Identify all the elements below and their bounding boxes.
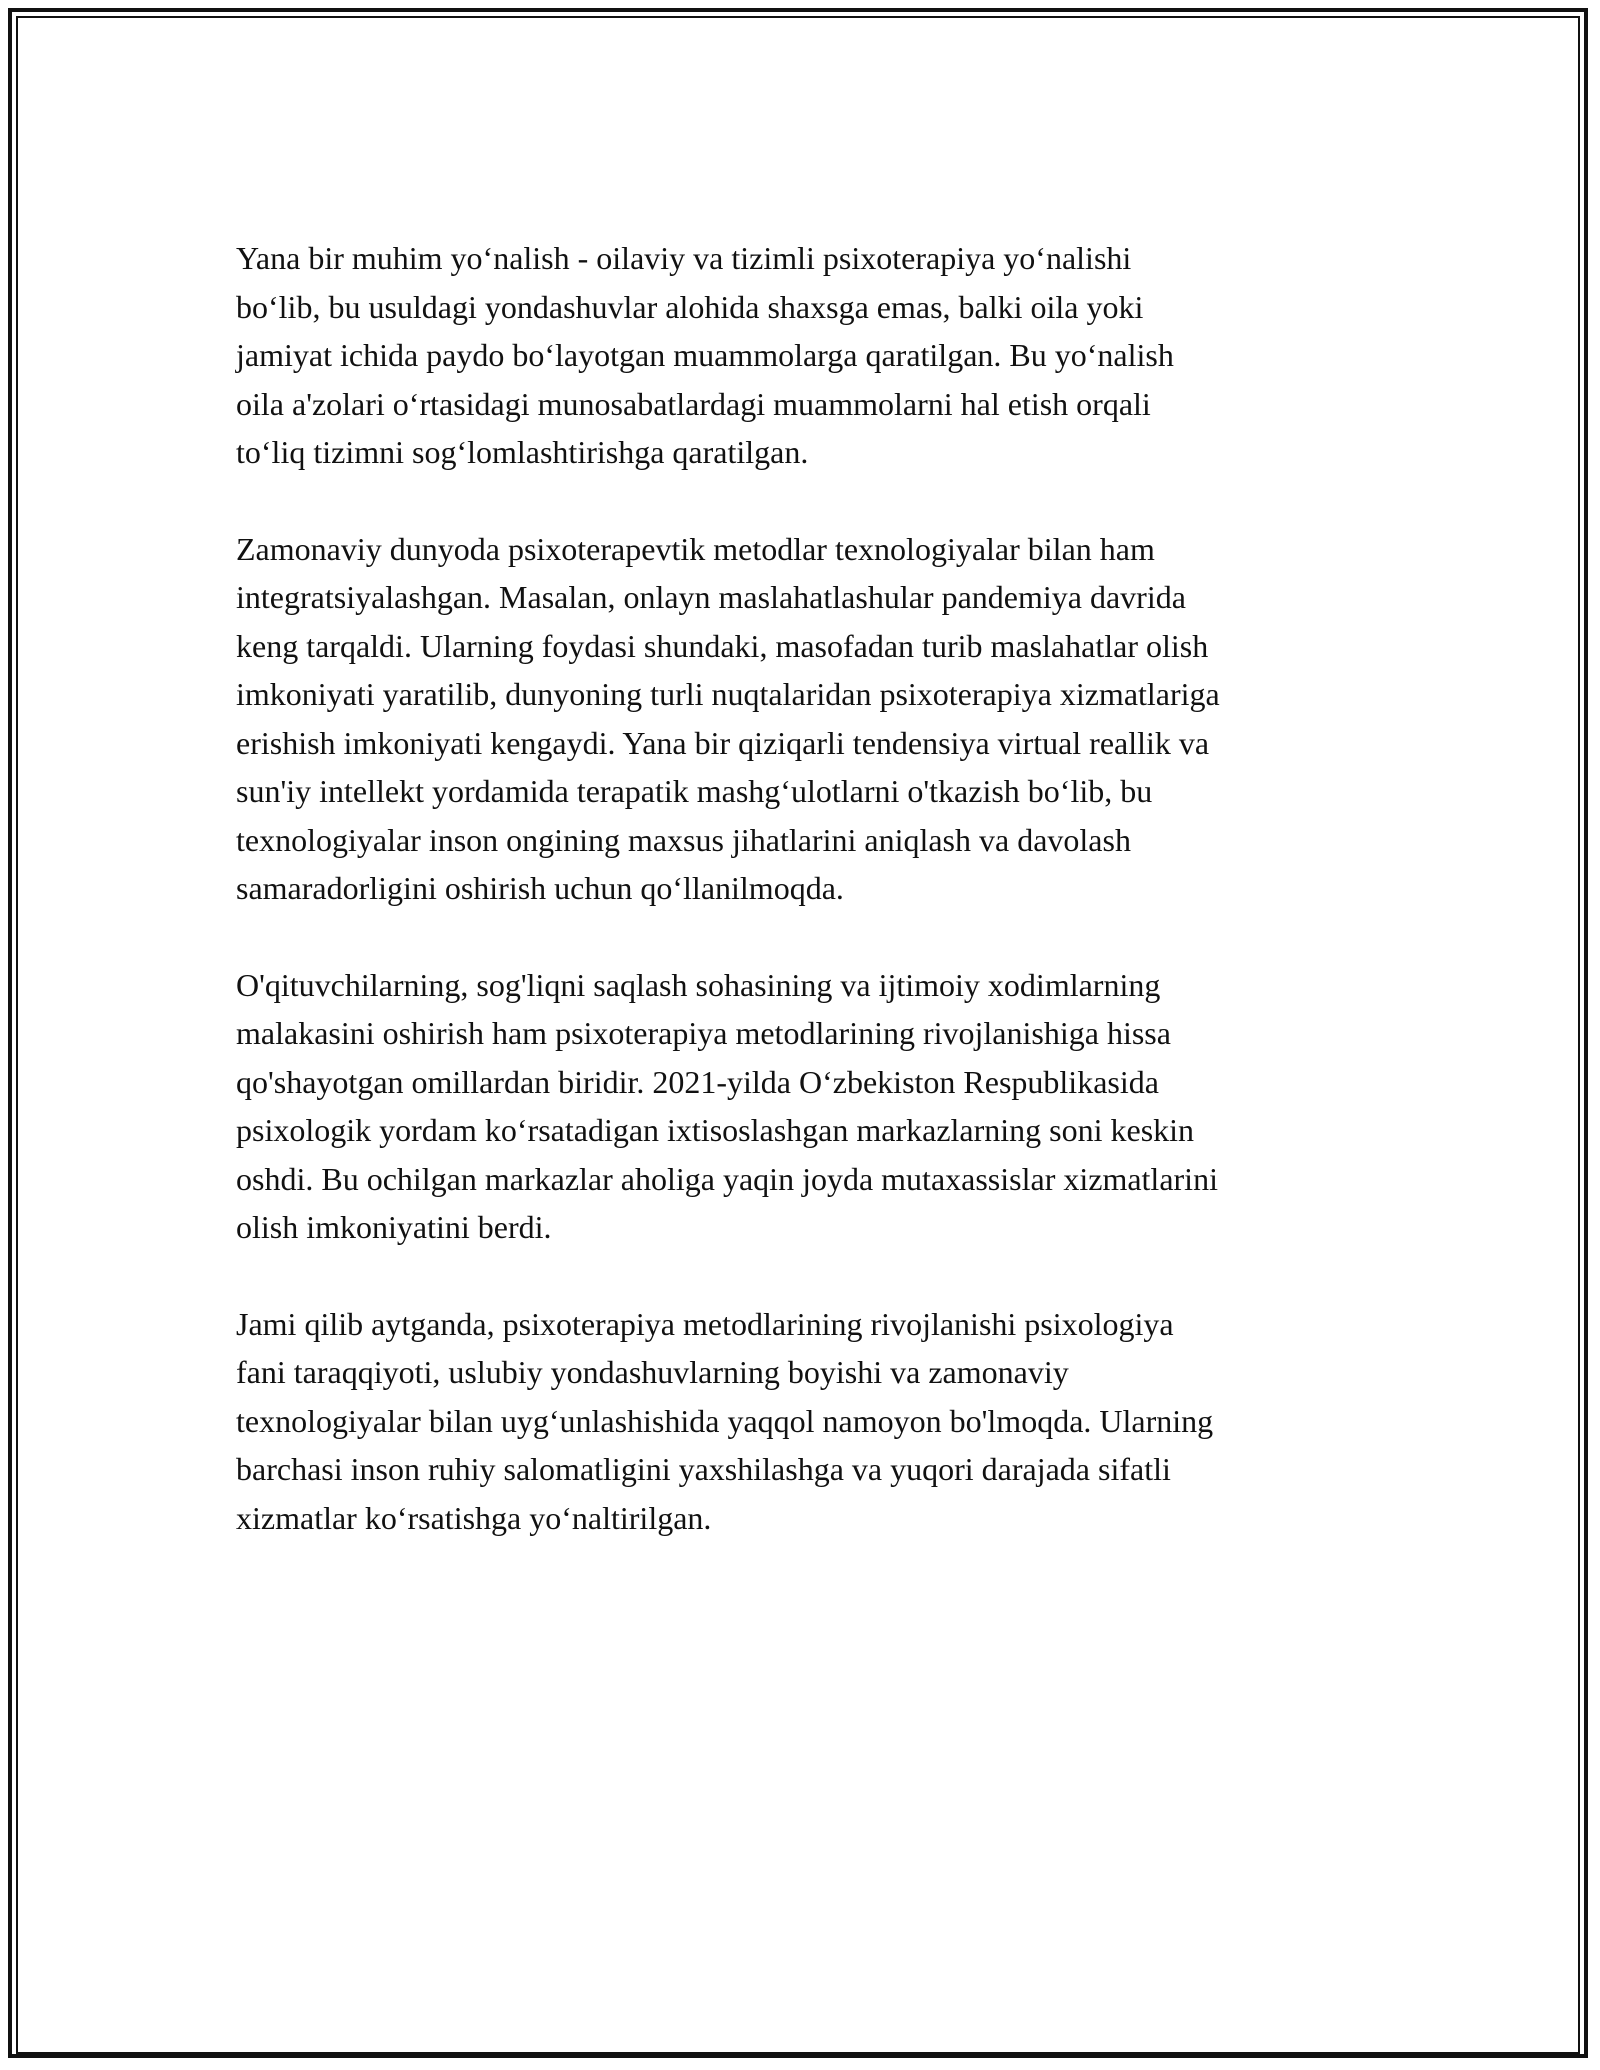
text-line: qo'shayotgan omillardan biridir. 2021-yilda O‘zbekiston Respublikasida bbox=[236, 1063, 1159, 1100]
text-line: jamiyat ichida paydo bo‘layotgan muammolarga qaratilgan. Bu yo‘nalish bbox=[236, 337, 1174, 373]
text-line: olish imkoniyatini berdi. bbox=[236, 1209, 552, 1245]
text-line: samaradorligini oshirish uchun qo‘llanilmoqda. bbox=[236, 870, 844, 906]
paragraph-conclusion bbox=[236, 1300, 1396, 1543]
paragraph-family-therapy bbox=[236, 234, 1396, 477]
document-body bbox=[236, 234, 1396, 1590]
text-line: texnologiyalar bilan uyg‘unlashishida yaqqol namoyon bo'lmoqda. Ularning bbox=[236, 1402, 1214, 1439]
text-line: to‘liq tizimni sog‘lomlashtirishga qaratilgan. bbox=[236, 434, 809, 470]
text-line: fani taraqqiyoti, uslubiy yondashuvlarning boyishi va zamonaviy bbox=[236, 1354, 1069, 1390]
text-line: Jami qilib aytganda, psixoterapiya metodlarining rivojlanishi psixologiya bbox=[236, 1305, 1174, 1342]
text-line: bo‘lib, bu usuldagi yondashuvlar alohida shaxsga emas, balki oila yoki bbox=[236, 288, 1144, 325]
text-line: xizmatlar ko‘rsatishga yo‘naltirilgan. bbox=[236, 1499, 712, 1536]
text-line: psixologik yordam ko‘rsatadigan ixtisoslashgan markazlarning soni keskin bbox=[236, 1112, 1195, 1148]
text-line: oshdi. Bu ochilgan markazlar aholiga yaqin joyda mutaxassislar xizmatlarini bbox=[236, 1160, 1218, 1197]
text-line: barchasi inson ruhiy salomatligini yaxshilashga va yuqori darajada sifatli bbox=[236, 1451, 1171, 1487]
text-line: texnologiyalar inson ongining maxsus jihatlarini aniqlash va davolash bbox=[236, 821, 1131, 858]
text-line: oila a'zolari o‘rtasidagi munosabatlardagi muammolarni hal etish orqali bbox=[236, 385, 1151, 422]
text-line: O'qituvchilarning, sog'liqni saqlash sohasining va ijtimoiy xodimlarning bbox=[236, 966, 1161, 1003]
text-line: sun'iy intellekt yordamida terapatik mashg‘ulotlarni o'tkazish bo‘lib, bu bbox=[236, 773, 1153, 809]
text-line: keng tarqaldi. Ularning foydasi shundaki, masofadan turib maslahatlar olish bbox=[236, 627, 1209, 664]
text-line: integratsiyalashgan. Masalan, onlayn maslahatlashular pandemiya davrida bbox=[236, 579, 1186, 615]
text-line: malakasini oshirish ham psixoterapiya metodlarining rivojlanishiga hissa bbox=[236, 1015, 1171, 1051]
text-line: Zamonaviy dunyoda psixoterapevtik metodlar texnologiyalar bilan ham bbox=[236, 530, 1155, 567]
paragraph-modern-technologies bbox=[236, 525, 1396, 913]
text-line: imkoniyati yaratilib, dunyoning turli nuqtalaridan psixoterapiya xizmatlariga bbox=[236, 676, 1220, 712]
paragraph-specialist-training bbox=[236, 961, 1396, 1252]
text-line: erishish imkoniyati kengaydi. Yana bir qiziqarli tendensiya virtual reallik va bbox=[236, 724, 1210, 761]
text-line: Yana bir muhim yo‘nalish - oilaviy va tizimli psixoterapiya yo‘nalishi bbox=[236, 240, 1132, 276]
